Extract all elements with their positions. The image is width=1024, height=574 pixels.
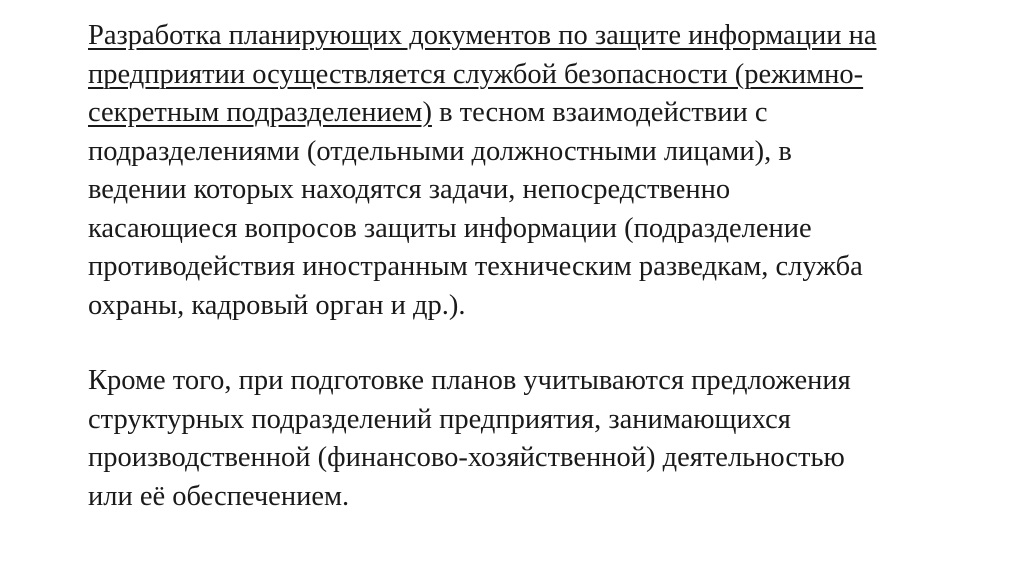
plain-text: в тесном взаимодействии с bbox=[431, 97, 768, 128]
plain-text: или её обеспечением. bbox=[88, 480, 350, 512]
text-line bbox=[88, 287, 928, 326]
text-line bbox=[88, 171, 928, 210]
plain-text: противодействия иностранным техническим разведкам, служба bbox=[88, 251, 863, 282]
text-line bbox=[88, 210, 928, 249]
plain-text: структурных подразделений предприятия, занимающихся bbox=[88, 403, 791, 435]
text-line bbox=[88, 478, 928, 517]
plain-text: подразделениями (отдельными должностными лицами), в bbox=[88, 135, 792, 167]
plain-text: ведении которых находятся задачи, непосредственно bbox=[88, 174, 731, 205]
plain-text: Кроме того, при подготовке планов учитываются предложения bbox=[88, 365, 851, 396]
text-line bbox=[88, 439, 928, 478]
plain-text: касающиеся вопросов защиты информации (подразделение bbox=[88, 212, 812, 244]
plain-text: производственной (финансово-хозяйственной) деятельностью bbox=[88, 442, 845, 473]
text-line bbox=[88, 133, 928, 172]
text-line bbox=[88, 401, 928, 440]
underlined-text: Разработка планирующих документов по защите информации на bbox=[88, 20, 877, 51]
underlined-text: секретным подразделением) bbox=[88, 97, 432, 128]
plain-text: охраны, кадровый орган и др.). bbox=[88, 289, 466, 321]
text-line bbox=[88, 56, 928, 95]
underlined-text: предприятии осуществляется службой безопасности (режимно- bbox=[88, 58, 864, 90]
text-line bbox=[88, 248, 928, 287]
text-line bbox=[88, 94, 928, 133]
paragraph-structural-proposals bbox=[88, 362, 928, 516]
text-line bbox=[88, 362, 928, 401]
text-line bbox=[88, 17, 928, 56]
paragraph-planning-documents bbox=[88, 17, 928, 325]
